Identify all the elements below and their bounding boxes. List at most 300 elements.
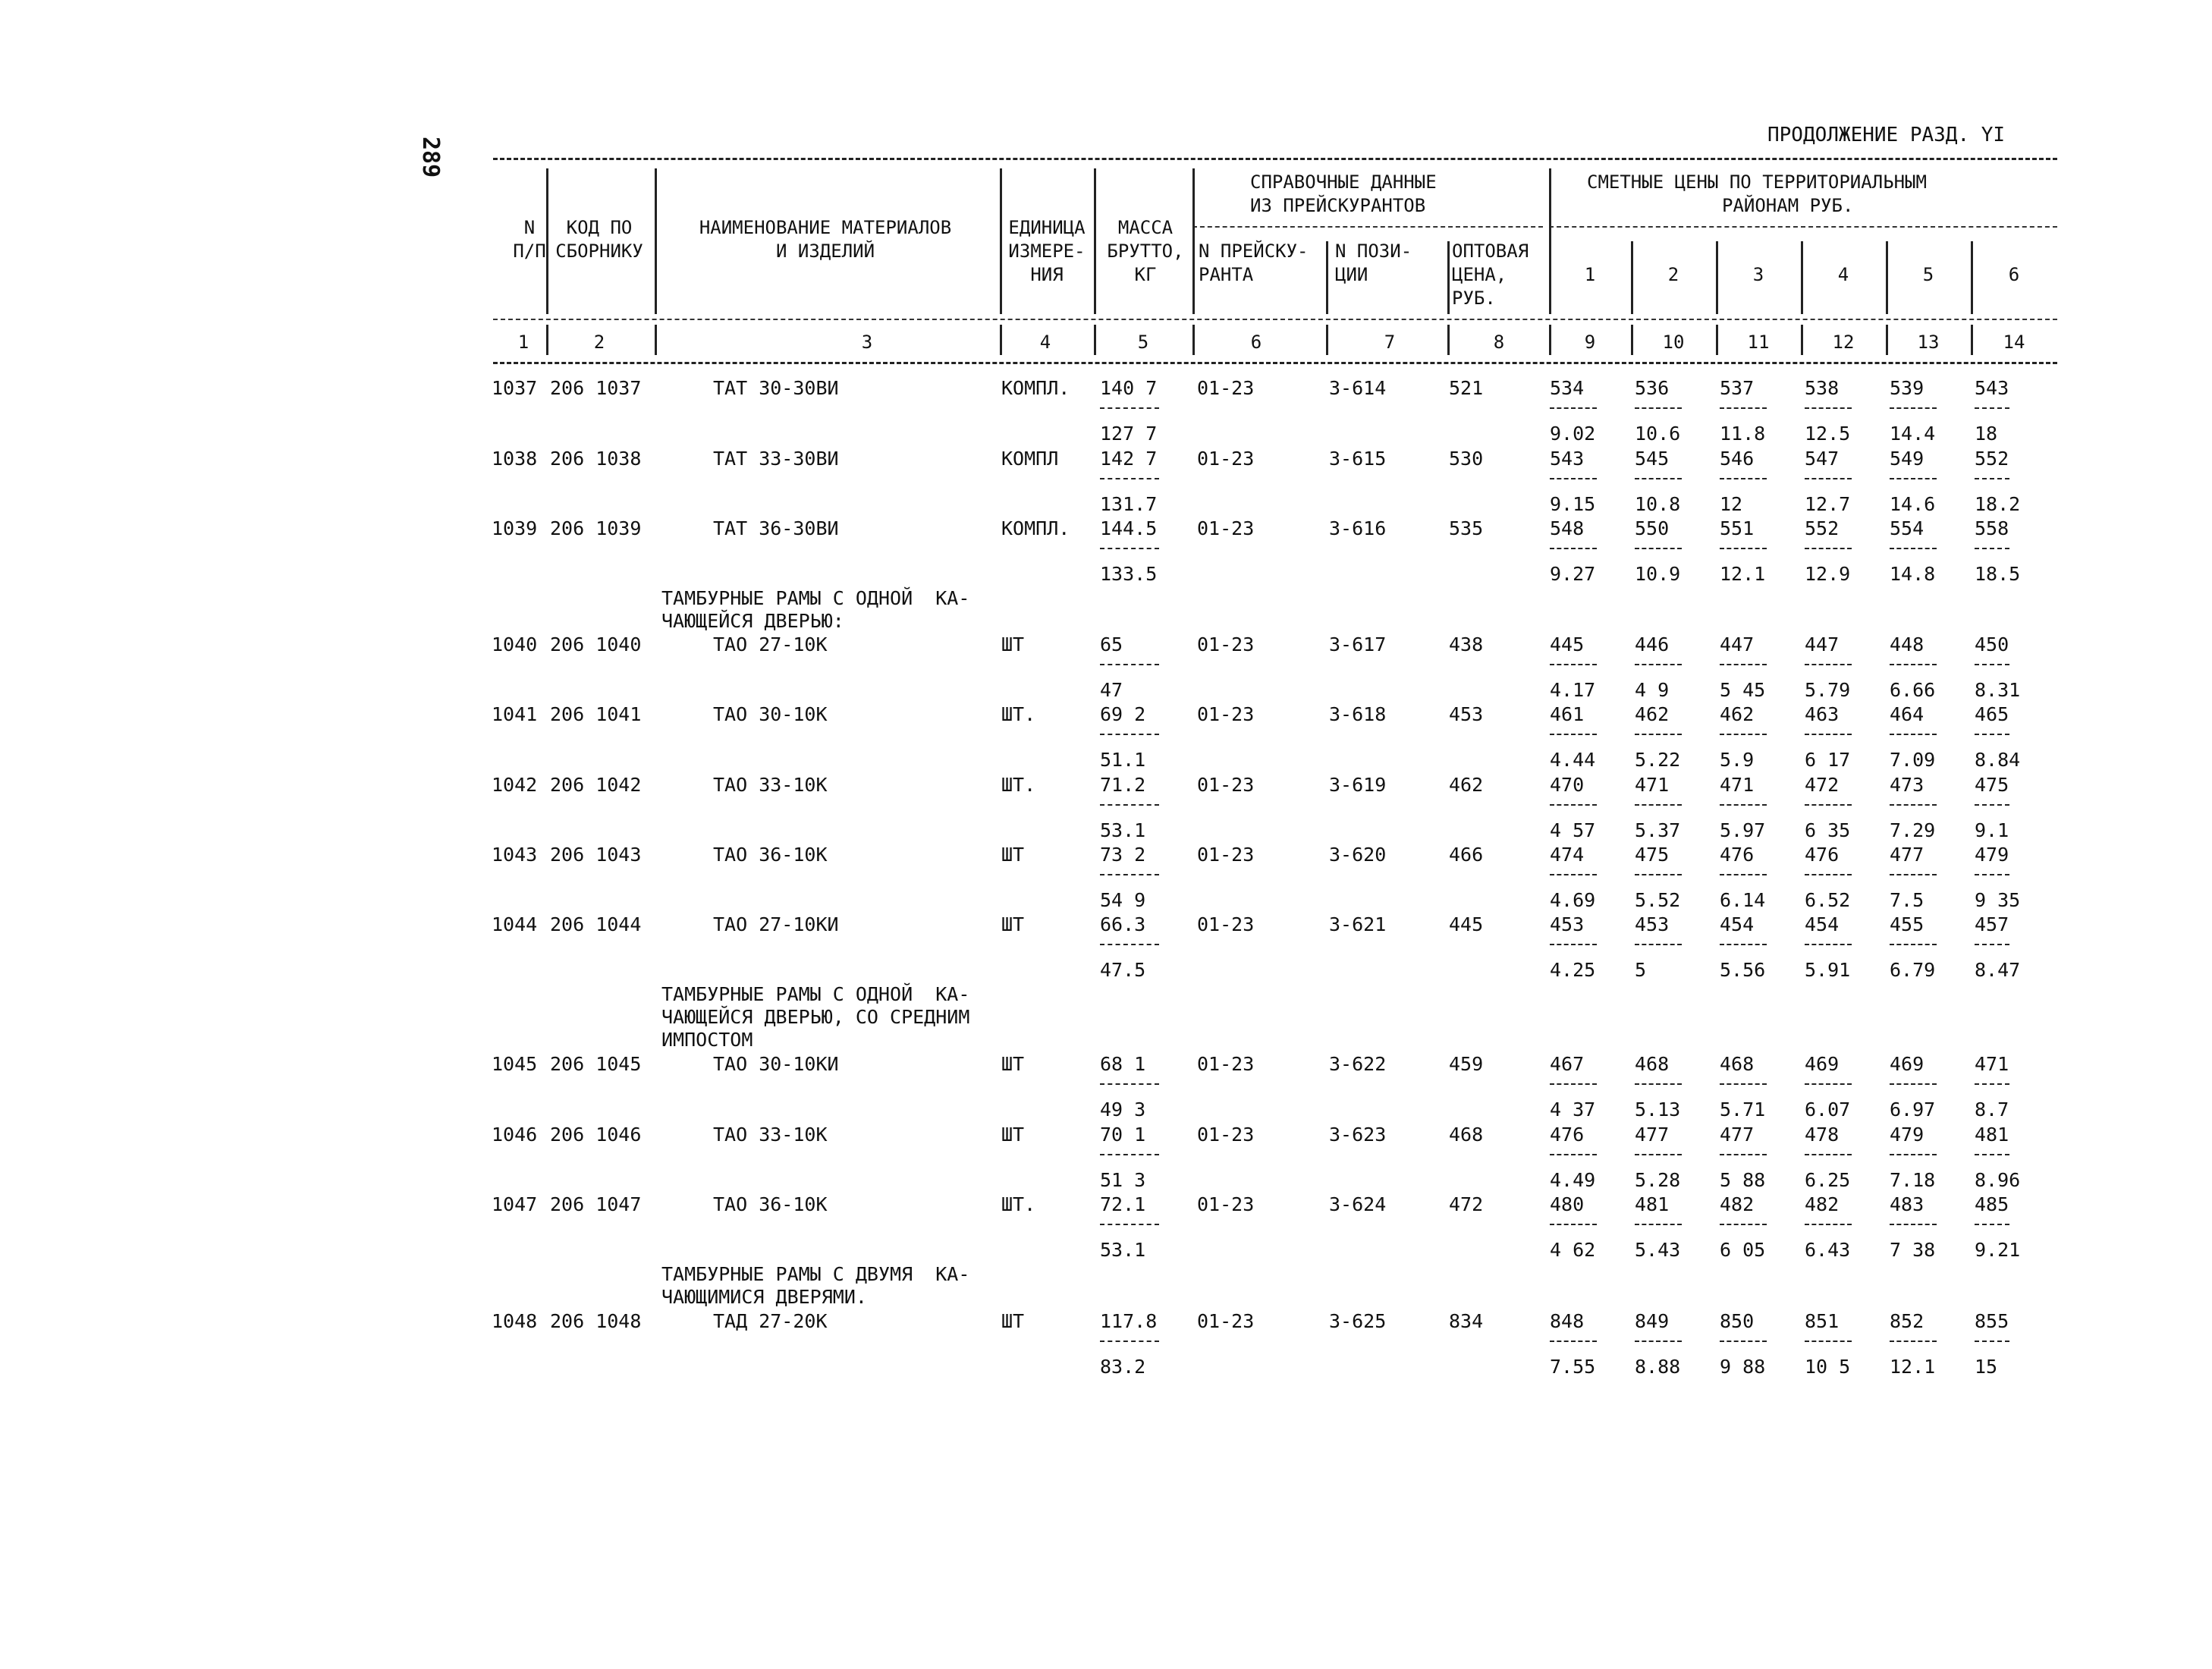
header-divider: [1631, 325, 1633, 355]
region-transport: 7.55: [1550, 1356, 1596, 1378]
row-wholesale: 466: [1449, 844, 1484, 866]
header-bottom-rule: [493, 362, 2057, 364]
region-price: 469: [1890, 1053, 1925, 1075]
region-price: 485: [1975, 1193, 2009, 1215]
region-transport: 9 35: [1975, 889, 2021, 911]
column-number: 4: [1039, 332, 1051, 353]
row-price-list: 01-23: [1197, 1193, 1255, 1215]
region-transport: 18: [1975, 423, 1998, 445]
row-number: 1041: [492, 703, 538, 725]
row-name: ТАО 27-10КИ: [713, 913, 839, 935]
row-mass: 117.8: [1100, 1310, 1158, 1332]
region-price: 454: [1720, 913, 1755, 935]
row-price-list: 01-23: [1197, 1124, 1255, 1146]
region-transport: 6.66: [1890, 679, 1936, 701]
region-price: 446: [1635, 633, 1670, 655]
row-mass: 72.1: [1100, 1193, 1146, 1215]
region-fraction-line: [1805, 1154, 1852, 1155]
region-price: 453: [1550, 913, 1585, 935]
row-number: 1039: [492, 517, 538, 539]
column-number: 10: [1662, 332, 1685, 353]
region-price: 471: [1635, 774, 1670, 796]
row-price-list: 01-23: [1197, 377, 1255, 399]
region-transport: 9.27: [1550, 563, 1596, 585]
region-price: 455: [1890, 913, 1925, 935]
region-transport: 10.8: [1635, 493, 1681, 515]
region-fraction-line: [1720, 944, 1767, 945]
region-fraction-line: [1805, 478, 1852, 479]
region-transport: 8.84: [1975, 749, 2021, 771]
row-unit: ШТ: [1001, 913, 1025, 935]
region-transport: 10.6: [1635, 423, 1681, 445]
row-number: 1042: [492, 774, 538, 796]
column-number: 8: [1493, 332, 1505, 353]
row-mass-net: 47: [1100, 679, 1123, 701]
region-price: 546: [1720, 448, 1755, 470]
row-mass: 140 7: [1100, 377, 1158, 399]
region-fraction-line: [1975, 1341, 2009, 1342]
row-code: 206 1040: [550, 633, 642, 655]
mass-fraction-line: [1100, 407, 1159, 409]
row-position: 3-616: [1329, 517, 1387, 539]
row-mass-net: 127 7: [1100, 423, 1158, 445]
region-transport: 12: [1720, 493, 1743, 515]
region-fraction-line: [1720, 664, 1767, 665]
region-fraction-line: [1550, 1083, 1597, 1085]
region-transport: 5.9: [1720, 749, 1755, 771]
region-fraction-line: [1635, 944, 1682, 945]
row-mass-net: 51.1: [1100, 749, 1146, 771]
header-divider: [1549, 325, 1551, 355]
region-price: 537: [1720, 377, 1755, 399]
row-code: 206 1037: [550, 377, 642, 399]
region-fraction-line: [1720, 478, 1767, 479]
row-code: 206 1047: [550, 1193, 642, 1215]
header-n: П/П: [513, 240, 546, 262]
column-number: 14: [2003, 332, 2025, 353]
row-price-list: 01-23: [1197, 1310, 1255, 1332]
row-mass: 142 7: [1100, 448, 1158, 470]
header-unit: ЕДИНИЦА: [1008, 217, 1086, 238]
region-fraction-line: [1805, 664, 1852, 665]
region-price: 457: [1975, 913, 2009, 935]
region-price: 482: [1720, 1193, 1755, 1215]
header-ref-group: СПРАВОЧНЫЕ ДАННЫЕ: [1250, 171, 1437, 193]
region-fraction-line: [1890, 734, 1937, 735]
region-fraction-line: [1890, 804, 1937, 806]
region-fraction-line: [1805, 1224, 1852, 1225]
region-transport: 5.43: [1635, 1239, 1681, 1261]
region-price: 477: [1890, 844, 1925, 866]
header-wholesale: ЦЕНА,: [1452, 264, 1507, 285]
row-name: ТАО 27-10К: [713, 633, 828, 655]
mass-fraction-line: [1100, 1224, 1159, 1225]
header-name: И ИЗДЕЛИЙ: [775, 240, 875, 262]
region-transport: 6.14: [1720, 889, 1766, 911]
region-transport: 5.79: [1805, 679, 1851, 701]
header-unit: НИЯ: [1030, 264, 1064, 285]
row-price-list: 01-23: [1197, 913, 1255, 935]
row-code: 206 1038: [550, 448, 642, 470]
header-position: N ПОЗИ-: [1335, 240, 1412, 262]
region-transport: 8.7: [1975, 1099, 2009, 1121]
header-mass: МАССА: [1117, 217, 1174, 238]
region-transport: 12.5: [1805, 423, 1851, 445]
region-price: 470: [1550, 774, 1585, 796]
region-transport: 6 17: [1805, 749, 1851, 771]
region-fraction-line: [1890, 874, 1937, 875]
header-regions-group: СМЕТНЫЕ ЦЕНЫ ПО ТЕРРИТОРИАЛЬНЫМ: [1587, 171, 1927, 193]
header-regions-group: РАЙОНАМ РУБ.: [1722, 195, 1854, 216]
region-fraction-line: [1805, 548, 1852, 549]
row-name: ТАО 36-10К: [713, 1193, 828, 1215]
region-price: 474: [1550, 844, 1585, 866]
section-heading-line: ЧАЮЩИМИСЯ ДВЕРЯМИ.: [661, 1286, 867, 1308]
region-transport: 9.15: [1550, 493, 1596, 515]
row-name: ТАО 33-10К: [713, 774, 828, 796]
section-heading-line: ТАМБУРНЫЕ РАМЫ С ОДНОЙ КА-: [661, 983, 970, 1005]
region-price: 473: [1890, 774, 1925, 796]
region-price: 468: [1635, 1053, 1670, 1075]
region-price: 453: [1635, 913, 1670, 935]
region-transport: 5.22: [1635, 749, 1681, 771]
region-transport: 4 37: [1550, 1099, 1596, 1121]
region-price: 471: [1720, 774, 1755, 796]
region-transport: 10 5: [1805, 1356, 1851, 1378]
region-price: 462: [1720, 703, 1755, 725]
row-unit: КОМПЛ.: [1001, 517, 1070, 539]
region-fraction-line: [1890, 1224, 1937, 1225]
region-transport: 6.52: [1805, 889, 1851, 911]
region-fraction-line: [1890, 478, 1937, 479]
header-region-number: 4: [1837, 264, 1849, 285]
row-unit: ШТ.: [1001, 1193, 1036, 1215]
row-mass: 69 2: [1100, 703, 1146, 725]
row-position: 3-618: [1329, 703, 1387, 725]
header-price-list: N ПРЕЙСКУ-: [1199, 240, 1309, 262]
row-position: 3-620: [1329, 844, 1387, 866]
region-fraction-line: [1975, 1083, 2009, 1085]
region-fraction-line: [1720, 1083, 1767, 1085]
region-fraction-line: [1975, 1224, 2009, 1225]
region-price: 480: [1550, 1193, 1585, 1215]
row-code: 206 1048: [550, 1310, 642, 1332]
region-price: 558: [1975, 517, 2009, 539]
region-fraction-line: [1635, 874, 1682, 875]
header-name: НАИМЕНОВАНИЕ МАТЕРИАЛОВ: [699, 217, 952, 238]
row-unit: КОМПЛ: [1001, 448, 1059, 470]
region-transport: 6.43: [1805, 1239, 1851, 1261]
header-divider: [1801, 241, 1803, 314]
region-transport: 7 38: [1890, 1239, 1936, 1261]
region-price: 467: [1550, 1053, 1585, 1075]
region-price: 534: [1550, 377, 1585, 399]
region-price: 447: [1805, 633, 1840, 655]
region-transport: 6 05: [1720, 1239, 1766, 1261]
row-mass-net: 47.5: [1100, 959, 1146, 981]
continuation-title: ПРОДОЛЖЕНИЕ РАЗД. YI: [1767, 124, 2006, 146]
header-divider: [1971, 325, 1973, 355]
region-fraction-line: [1890, 407, 1937, 409]
page-number: 289: [417, 137, 444, 178]
region-price: 471: [1975, 1053, 2009, 1075]
header-divider: [1447, 241, 1450, 314]
column-number: 7: [1384, 332, 1396, 353]
region-transport: 5 45: [1720, 679, 1766, 701]
column-number: 5: [1137, 332, 1149, 353]
column-number: 11: [1747, 332, 1770, 353]
region-price: 475: [1635, 844, 1670, 866]
row-number: 1045: [492, 1053, 538, 1075]
region-transport: 4.17: [1550, 679, 1596, 701]
header-code: КОД ПО: [566, 217, 633, 238]
region-fraction-line: [1805, 944, 1852, 945]
header-divider: [1886, 325, 1888, 355]
region-fraction-line: [1720, 734, 1767, 735]
mass-fraction-line: [1100, 944, 1159, 945]
region-fraction-line: [1635, 1224, 1682, 1225]
row-position: 3-625: [1329, 1310, 1387, 1332]
region-fraction-line: [1635, 548, 1682, 549]
region-transport: 5.71: [1720, 1099, 1766, 1121]
header-divider: [655, 325, 657, 355]
region-transport: 6.07: [1805, 1099, 1851, 1121]
region-fraction-line: [1635, 407, 1682, 409]
row-position: 3-619: [1329, 774, 1387, 796]
region-transport: 10.9: [1635, 563, 1681, 585]
header-divider: [1447, 325, 1450, 355]
region-transport: 4.44: [1550, 749, 1596, 771]
region-fraction-line: [1720, 548, 1767, 549]
region-price: 543: [1550, 448, 1585, 470]
row-price-list: 01-23: [1197, 633, 1255, 655]
row-mass: 70 1: [1100, 1124, 1146, 1146]
section-heading-line: ЧАЮЩЕЙСЯ ДВЕРЬЮ, СО СРЕДНИМ: [661, 1006, 970, 1028]
region-transport: 6.97: [1890, 1099, 1936, 1121]
row-wholesale: 445: [1449, 913, 1484, 935]
region-transport: 4 57: [1550, 819, 1596, 841]
region-fraction-line: [1890, 1154, 1937, 1155]
region-price: 848: [1550, 1310, 1585, 1332]
header-divider: [1886, 241, 1888, 314]
region-fraction-line: [1975, 548, 2009, 549]
section-heading-line: ТАМБУРНЫЕ РАМЫ С ОДНОЙ КА-: [661, 587, 970, 609]
region-fraction-line: [1890, 1341, 1937, 1342]
row-wholesale: 453: [1449, 703, 1484, 725]
row-price-list: 01-23: [1197, 1053, 1255, 1075]
row-number: 1048: [492, 1310, 538, 1332]
row-number: 1044: [492, 913, 538, 935]
header-unit: ИЗМЕРЕ-: [1008, 240, 1086, 262]
region-transport: 4 9: [1635, 679, 1670, 701]
row-wholesale: 530: [1449, 448, 1484, 470]
region-transport: 18.2: [1975, 493, 2021, 515]
row-number: 1037: [492, 377, 538, 399]
region-fraction-line: [1720, 874, 1767, 875]
region-price: 477: [1635, 1124, 1670, 1146]
header-divider: [1801, 325, 1803, 355]
row-mass-net: 49 3: [1100, 1099, 1146, 1121]
row-unit: ШТ.: [1001, 703, 1036, 725]
header-mass: БРУТТО,: [1107, 240, 1184, 262]
header-divider: [1000, 325, 1002, 355]
column-number: 9: [1584, 332, 1596, 353]
region-price: 483: [1890, 1193, 1925, 1215]
row-mass: 144.5: [1100, 517, 1158, 539]
row-price-list: 01-23: [1197, 448, 1255, 470]
region-transport: 14.8: [1890, 563, 1936, 585]
region-transport: 6.79: [1890, 959, 1936, 981]
region-transport: 12.7: [1805, 493, 1851, 515]
row-name: ТАТ 30-30ВИ: [713, 377, 839, 399]
region-fraction-line: [1805, 407, 1852, 409]
region-fraction-line: [1550, 548, 1597, 549]
region-fraction-line: [1890, 944, 1937, 945]
region-fraction-line: [1550, 664, 1597, 665]
row-position: 3-622: [1329, 1053, 1387, 1075]
region-price: 552: [1805, 517, 1840, 539]
region-price: 855: [1975, 1310, 2009, 1332]
region-price: 547: [1805, 448, 1840, 470]
region-fraction-line: [1635, 1083, 1682, 1085]
region-transport: 8.88: [1635, 1356, 1681, 1378]
mass-fraction-line: [1100, 478, 1159, 479]
region-price: 481: [1975, 1124, 2009, 1146]
region-price: 850: [1720, 1310, 1755, 1332]
column-number: 6: [1250, 332, 1262, 353]
row-mass-net: 133.5: [1100, 563, 1158, 585]
row-number: 1038: [492, 448, 538, 470]
region-fraction-line: [1635, 478, 1682, 479]
mass-fraction-line: [1100, 1154, 1159, 1155]
row-position: 3-615: [1329, 448, 1387, 470]
row-mass: 66.3: [1100, 913, 1146, 935]
region-fraction-line: [1550, 1341, 1597, 1342]
region-fraction-line: [1805, 1341, 1852, 1342]
row-mass-net: 53.1: [1100, 1239, 1146, 1261]
region-transport: 5 88: [1720, 1169, 1766, 1191]
region-transport: 5: [1635, 959, 1647, 981]
region-price: 851: [1805, 1310, 1840, 1332]
row-mass-net: 83.2: [1100, 1356, 1146, 1378]
region-price: 549: [1890, 448, 1925, 470]
region-fraction-line: [1720, 407, 1767, 409]
column-number: 1: [517, 332, 529, 353]
region-price: 472: [1805, 774, 1840, 796]
region-transport: 7.29: [1890, 819, 1936, 841]
region-fraction-line: [1975, 664, 2009, 665]
region-fraction-line: [1890, 1083, 1937, 1085]
row-price-list: 01-23: [1197, 774, 1255, 796]
region-price: 482: [1805, 1193, 1840, 1215]
row-wholesale: 468: [1449, 1124, 1484, 1146]
region-transport: 12.1: [1890, 1356, 1936, 1378]
region-price: 479: [1890, 1124, 1925, 1146]
region-price: 849: [1635, 1310, 1670, 1332]
region-fraction-line: [1805, 874, 1852, 875]
mass-fraction-line: [1100, 804, 1159, 806]
region-fraction-line: [1550, 1154, 1597, 1155]
region-fraction-line: [1975, 478, 2009, 479]
header-code: СБОРНИКУ: [555, 240, 643, 262]
region-price: 454: [1805, 913, 1840, 935]
region-fraction-line: [1550, 804, 1597, 806]
mass-fraction-line: [1100, 874, 1159, 875]
region-price: 545: [1635, 448, 1670, 470]
region-price: 461: [1550, 703, 1585, 725]
region-fraction-line: [1550, 1224, 1597, 1225]
row-mass-net: 54 9: [1100, 889, 1146, 911]
region-fraction-line: [1635, 1341, 1682, 1342]
row-price-list: 01-23: [1197, 844, 1255, 866]
row-position: 3-614: [1329, 377, 1387, 399]
region-transport: 6 35: [1805, 819, 1851, 841]
row-mass: 65: [1100, 633, 1123, 655]
row-unit: ШТ: [1001, 1124, 1025, 1146]
region-price: 447: [1720, 633, 1755, 655]
row-name: ТАО 30-10К: [713, 703, 828, 725]
region-fraction-line: [1890, 548, 1937, 549]
header-region-number: 3: [1752, 264, 1764, 285]
region-price: 539: [1890, 377, 1925, 399]
header-position: ЦИИ: [1335, 264, 1368, 285]
row-name: ТАО 33-10К: [713, 1124, 828, 1146]
row-unit: ШТ.: [1001, 774, 1036, 796]
region-fraction-line: [1975, 407, 2009, 409]
region-transport: 15: [1975, 1356, 1998, 1378]
region-fraction-line: [1720, 1341, 1767, 1342]
region-transport: 12.1: [1720, 563, 1766, 585]
header-top-rule: [493, 158, 2057, 160]
region-transport: 11.8: [1720, 423, 1766, 445]
row-code: 206 1046: [550, 1124, 642, 1146]
region-price: 479: [1975, 844, 2009, 866]
region-fraction-line: [1975, 944, 2009, 945]
header-mid-rule: [493, 319, 2057, 320]
row-wholesale: 472: [1449, 1193, 1484, 1215]
region-transport: 18.5: [1975, 563, 2021, 585]
region-fraction-line: [1550, 478, 1597, 479]
section-heading-line: ИМПОСТОМ: [661, 1029, 753, 1051]
region-transport: 12.9: [1805, 563, 1851, 585]
region-price: 465: [1975, 703, 2009, 725]
header-region-number: 2: [1667, 264, 1679, 285]
region-price: 464: [1890, 703, 1925, 725]
row-price-list: 01-23: [1197, 517, 1255, 539]
region-price: 468: [1720, 1053, 1755, 1075]
row-code: 206 1044: [550, 913, 642, 935]
region-price: 469: [1805, 1053, 1840, 1075]
header-ref-group: ИЗ ПРЕЙСКУРАНТОВ: [1250, 195, 1426, 216]
region-price: 548: [1550, 517, 1585, 539]
header-mass: КГ: [1134, 264, 1157, 285]
row-number: 1046: [492, 1124, 538, 1146]
region-fraction-line: [1805, 734, 1852, 735]
region-fraction-line: [1975, 874, 2009, 875]
region-price: 536: [1635, 377, 1670, 399]
region-transport: 5.91: [1805, 959, 1851, 981]
header-divider: [1326, 241, 1328, 314]
section-heading-line: ТАМБУРНЫЕ РАМЫ С ДВУМЯ КА-: [661, 1263, 970, 1285]
region-fraction-line: [1975, 804, 2009, 806]
region-price: 462: [1635, 703, 1670, 725]
region-fraction-line: [1635, 1154, 1682, 1155]
row-number: 1043: [492, 844, 538, 866]
row-code: 206 1041: [550, 703, 642, 725]
region-fraction-line: [1805, 1083, 1852, 1085]
region-price: 476: [1720, 844, 1755, 866]
region-price: 476: [1805, 844, 1840, 866]
